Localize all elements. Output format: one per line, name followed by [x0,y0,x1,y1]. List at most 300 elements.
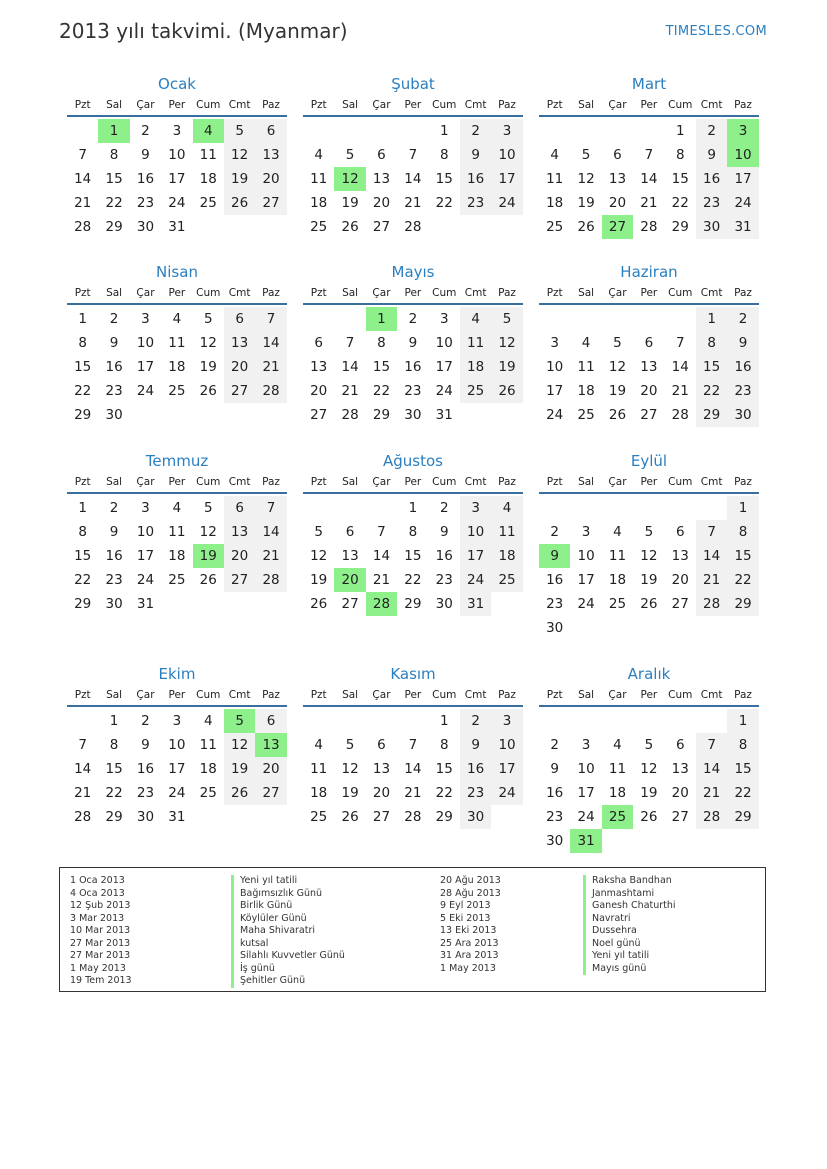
day-cell[interactable]: 9 [460,143,491,167]
day-cell[interactable]: 8 [109,737,119,753]
day-cell[interactable]: 19 [341,195,359,211]
day-cell[interactable]: 9 [727,331,758,355]
day-cell[interactable]: 23 [460,191,491,215]
day-cell[interactable]: 13 [255,143,286,167]
day-cell[interactable]: 1 [109,713,119,729]
day-cell[interactable]: 28 [640,219,658,235]
day-cell[interactable]: 15 [74,359,92,375]
day-cell[interactable]: 30 [435,596,453,612]
day-cell[interactable]: 15 [74,548,92,564]
day-cell[interactable]: 29 [727,805,758,829]
day-cell[interactable]: 3 [172,123,182,139]
day-cell[interactable]: 29 [404,596,422,612]
day-cell[interactable]: 7 [345,335,355,351]
day-cell[interactable]: 11 [608,548,627,564]
day-cell[interactable]: 15 [696,355,727,379]
day-cell[interactable]: 2 [696,119,727,143]
day-cell[interactable]: 27 [640,407,658,423]
day-cell[interactable]: 8 [408,524,418,540]
day-cell[interactable]: 7 [78,737,87,753]
day-cell[interactable]: 4 [314,147,323,163]
day-cell[interactable]: 1 [439,713,449,729]
day-cell[interactable]: 16 [404,359,422,375]
day-cell[interactable]: 11 [577,359,595,375]
day-cell[interactable]: 29 [696,403,727,427]
day-cell[interactable]: 7 [408,147,418,163]
day-cell[interactable]: 21 [640,195,658,211]
day-cell[interactable]: 20 [334,568,365,592]
day-cell[interactable]: 18 [577,383,595,399]
day-cell[interactable]: 25 [168,572,186,588]
day-cell[interactable]: 5 [345,147,355,163]
day-cell[interactable]: 3 [550,335,559,351]
day-cell[interactable]: 7 [696,733,727,757]
day-cell[interactable]: 27 [341,596,359,612]
day-cell[interactable]: 28 [404,809,422,825]
day-cell[interactable]: 18 [199,171,217,187]
day-cell[interactable]: 29 [74,407,92,423]
day-cell[interactable]: 28 [74,809,92,825]
day-cell[interactable]: 4 [491,496,522,520]
day-cell[interactable]: 27 [671,596,689,612]
day-cell[interactable]: 4 [193,119,224,143]
day-cell[interactable]: 10 [136,524,155,540]
day-cell[interactable]: 28 [255,568,286,592]
day-cell[interactable]: 1 [78,500,87,516]
day-cell[interactable]: 22 [696,379,727,403]
day-cell[interactable]: 30 [546,620,564,636]
day-cell[interactable]: 25 [577,407,595,423]
day-cell[interactable]: 26 [640,809,658,825]
day-cell[interactable]: 20 [671,785,689,801]
day-cell[interactable]: 31 [168,219,186,235]
day-cell[interactable]: 10 [491,143,522,167]
day-cell[interactable]: 17 [136,359,155,375]
day-cell[interactable]: 22 [372,383,391,399]
day-cell[interactable]: 7 [377,524,386,540]
day-cell[interactable]: 7 [255,307,286,331]
day-cell[interactable]: 11 [460,331,491,355]
day-cell[interactable]: 23 [105,383,123,399]
day-cell[interactable]: 24 [546,407,564,423]
day-cell[interactable]: 20 [310,383,328,399]
day-cell[interactable]: 15 [727,757,758,781]
day-cell[interactable]: 26 [310,596,328,612]
day-cell[interactable]: 22 [727,781,758,805]
day-cell[interactable]: 27 [602,215,633,239]
day-cell[interactable]: 31 [168,809,186,825]
day-cell[interactable]: 11 [310,761,328,777]
day-cell[interactable]: 25 [491,568,522,592]
day-cell[interactable]: 19 [224,757,255,781]
day-cell[interactable]: 15 [435,761,453,777]
day-cell[interactable]: 26 [199,572,217,588]
day-cell[interactable]: 9 [550,761,559,777]
day-cell[interactable]: 29 [74,596,92,612]
day-cell[interactable]: 27 [372,219,391,235]
day-cell[interactable]: 17 [168,171,186,187]
day-cell[interactable]: 18 [310,195,328,211]
day-cell[interactable]: 28 [404,219,422,235]
day-cell[interactable]: 29 [671,219,689,235]
day-cell[interactable]: 4 [550,147,559,163]
day-cell[interactable]: 27 [310,407,328,423]
day-cell[interactable]: 24 [577,809,595,825]
day-cell[interactable]: 31 [727,215,758,239]
day-cell[interactable]: 8 [439,737,449,753]
day-cell[interactable]: 2 [550,524,559,540]
day-cell[interactable]: 5 [203,500,213,516]
day-cell[interactable]: 3 [581,524,591,540]
day-cell[interactable]: 21 [696,568,727,592]
day-cell[interactable]: 12 [199,524,217,540]
day-cell[interactable]: 7 [255,496,286,520]
day-cell[interactable]: 19 [608,383,627,399]
day-cell[interactable]: 15 [727,544,758,568]
day-cell[interactable]: 13 [372,761,391,777]
day-cell[interactable]: 30 [136,219,155,235]
day-cell[interactable]: 16 [105,359,123,375]
day-cell[interactable]: 2 [460,119,491,143]
day-cell[interactable]: 26 [199,383,217,399]
day-cell[interactable]: 3 [460,496,491,520]
day-cell[interactable]: 28 [74,219,92,235]
day-cell[interactable]: 8 [727,520,758,544]
day-cell[interactable]: 24 [491,191,522,215]
day-cell[interactable]: 9 [696,143,727,167]
day-cell[interactable]: 31 [136,596,155,612]
day-cell[interactable]: 20 [372,195,391,211]
day-cell[interactable]: 24 [491,781,522,805]
day-cell[interactable]: 24 [136,572,155,588]
day-cell[interactable]: 27 [671,809,689,825]
day-cell[interactable]: 24 [727,191,758,215]
day-cell[interactable]: 14 [640,171,658,187]
day-cell[interactable]: 11 [168,335,186,351]
day-cell[interactable]: 10 [460,520,491,544]
day-cell[interactable]: 20 [640,383,658,399]
day-cell[interactable]: 20 [671,572,689,588]
day-cell[interactable]: 3 [141,311,150,327]
day-cell[interactable]: 6 [377,147,386,163]
day-cell[interactable]: 23 [546,809,564,825]
day-cell[interactable]: 4 [203,713,213,729]
day-cell[interactable]: 22 [404,572,422,588]
day-cell[interactable]: 22 [74,383,92,399]
day-cell[interactable]: 13 [671,548,689,564]
day-cell[interactable]: 1 [727,496,758,520]
day-cell[interactable]: 20 [224,544,255,568]
day-cell[interactable]: 8 [109,147,119,163]
day-cell[interactable]: 6 [255,709,286,733]
day-cell[interactable]: 13 [341,548,359,564]
day-cell[interactable]: 17 [168,761,186,777]
day-cell[interactable]: 14 [372,548,391,564]
day-cell[interactable]: 6 [255,119,286,143]
day-cell[interactable]: 12 [199,335,217,351]
day-cell[interactable]: 4 [581,335,591,351]
day-cell[interactable]: 20 [255,757,286,781]
day-cell[interactable]: 5 [314,524,323,540]
day-cell[interactable]: 3 [491,119,522,143]
day-cell[interactable]: 7 [696,520,727,544]
day-cell[interactable]: 26 [224,781,255,805]
day-cell[interactable]: 6 [377,737,386,753]
day-cell[interactable]: 19 [577,195,595,211]
day-cell[interactable]: 14 [696,544,727,568]
day-cell[interactable]: 5 [224,119,255,143]
day-cell[interactable]: 17 [491,757,522,781]
day-cell[interactable]: 19 [310,572,328,588]
day-cell[interactable]: 3 [141,500,150,516]
day-cell[interactable]: 18 [310,785,328,801]
day-cell[interactable]: 29 [105,809,123,825]
day-cell[interactable]: 22 [105,195,123,211]
day-cell[interactable]: 27 [224,568,255,592]
day-cell[interactable]: 8 [727,733,758,757]
day-cell[interactable]: 11 [310,171,328,187]
day-cell[interactable]: 20 [224,355,255,379]
day-cell[interactable]: 28 [366,592,397,616]
day-cell[interactable]: 26 [341,809,359,825]
day-cell[interactable]: 30 [404,407,422,423]
day-cell[interactable]: 2 [460,709,491,733]
day-cell[interactable]: 13 [372,171,391,187]
day-cell[interactable]: 15 [105,171,123,187]
day-cell[interactable]: 26 [608,407,627,423]
day-cell[interactable]: 23 [136,785,155,801]
day-cell[interactable]: 18 [168,359,186,375]
day-cell[interactable]: 10 [168,147,186,163]
day-cell[interactable]: 9 [408,335,418,351]
day-cell[interactable]: 8 [78,335,87,351]
day-cell[interactable]: 21 [696,781,727,805]
day-cell[interactable]: 13 [671,761,689,777]
day-cell[interactable]: 10 [136,335,155,351]
day-cell[interactable]: 23 [460,781,491,805]
day-cell[interactable]: 2 [141,713,150,729]
day-cell[interactable]: 10 [577,548,595,564]
day-cell[interactable]: 27 [255,781,286,805]
day-cell[interactable]: 16 [546,572,564,588]
day-cell[interactable]: 30 [696,215,727,239]
day-cell[interactable]: 26 [640,596,658,612]
day-cell[interactable]: 30 [546,833,564,849]
day-cell[interactable]: 17 [460,544,491,568]
day-cell[interactable]: 7 [408,737,418,753]
day-cell[interactable]: 27 [224,379,255,403]
day-cell[interactable]: 16 [105,548,123,564]
day-cell[interactable]: 2 [439,500,449,516]
day-cell[interactable]: 14 [255,331,286,355]
day-cell[interactable]: 5 [491,307,522,331]
day-cell[interactable]: 25 [199,785,217,801]
day-cell[interactable]: 9 [539,544,570,568]
day-cell[interactable]: 21 [255,544,286,568]
day-cell[interactable]: 17 [577,572,595,588]
day-cell[interactable]: 5 [345,737,355,753]
day-cell[interactable]: 22 [671,195,689,211]
day-cell[interactable]: 30 [105,407,123,423]
day-cell[interactable]: 12 [310,548,328,564]
day-cell[interactable]: 12 [640,761,658,777]
day-cell[interactable]: 15 [404,548,422,564]
day-cell[interactable]: 13 [608,171,627,187]
day-cell[interactable]: 19 [224,167,255,191]
day-cell[interactable]: 14 [341,359,359,375]
day-cell[interactable]: 24 [168,195,186,211]
day-cell[interactable]: 26 [224,191,255,215]
day-cell[interactable]: 8 [696,331,727,355]
day-cell[interactable]: 31 [460,592,491,616]
day-cell[interactable]: 18 [546,195,564,211]
day-cell[interactable]: 23 [136,195,155,211]
day-cell[interactable]: 5 [203,311,213,327]
day-cell[interactable]: 28 [255,379,286,403]
day-cell[interactable]: 11 [199,737,217,753]
day-cell[interactable]: 29 [727,592,758,616]
day-cell[interactable]: 25 [168,383,186,399]
day-cell[interactable]: 14 [696,757,727,781]
day-cell[interactable]: 1 [696,307,727,331]
day-cell[interactable]: 21 [74,785,92,801]
day-cell[interactable]: 10 [168,737,186,753]
day-cell[interactable]: 10 [727,143,758,167]
day-cell[interactable]: 25 [602,805,633,829]
day-cell[interactable]: 1 [366,307,397,331]
day-cell[interactable]: 17 [136,548,155,564]
day-cell[interactable]: 30 [136,809,155,825]
day-cell[interactable]: 28 [696,592,727,616]
day-cell[interactable]: 28 [671,407,689,423]
day-cell[interactable]: 25 [310,219,328,235]
day-cell[interactable]: 1 [727,709,758,733]
day-cell[interactable]: 16 [136,171,155,187]
day-cell[interactable]: 23 [546,596,564,612]
day-cell[interactable]: 31 [570,829,601,853]
day-cell[interactable]: 1 [78,311,87,327]
day-cell[interactable]: 21 [404,785,422,801]
day-cell[interactable]: 14 [74,171,92,187]
day-cell[interactable]: 19 [640,785,658,801]
day-cell[interactable]: 5 [581,147,591,163]
day-cell[interactable]: 18 [608,785,627,801]
day-cell[interactable]: 11 [608,761,627,777]
day-cell[interactable]: 26 [341,219,359,235]
day-cell[interactable]: 22 [74,572,92,588]
day-cell[interactable]: 3 [581,737,591,753]
day-cell[interactable]: 14 [404,761,422,777]
day-cell[interactable]: 3 [172,713,182,729]
day-cell[interactable]: 2 [408,311,418,327]
day-cell[interactable]: 6 [675,737,685,753]
day-cell[interactable]: 4 [314,737,323,753]
day-cell[interactable]: 15 [105,761,123,777]
day-cell[interactable]: 19 [341,785,359,801]
day-cell[interactable]: 8 [439,147,449,163]
day-cell[interactable]: 5 [613,335,622,351]
day-cell[interactable]: 17 [577,785,595,801]
day-cell[interactable]: 14 [671,359,689,375]
day-cell[interactable]: 13 [310,359,328,375]
day-cell[interactable]: 28 [696,805,727,829]
day-cell[interactable]: 4 [613,737,622,753]
day-cell[interactable]: 15 [372,359,391,375]
day-cell[interactable]: 13 [224,520,255,544]
day-cell[interactable]: 22 [105,785,123,801]
day-cell[interactable]: 11 [546,171,564,187]
day-cell[interactable]: 23 [727,379,758,403]
day-cell[interactable]: 18 [168,548,186,564]
day-cell[interactable]: 25 [199,195,217,211]
day-cell[interactable]: 7 [78,147,87,163]
day-cell[interactable]: 29 [372,407,391,423]
day-cell[interactable]: 19 [491,355,522,379]
day-cell[interactable]: 30 [105,596,123,612]
day-cell[interactable]: 27 [255,191,286,215]
day-cell[interactable]: 7 [644,147,654,163]
day-cell[interactable]: 21 [341,383,359,399]
day-cell[interactable]: 21 [404,195,422,211]
day-cell[interactable]: 14 [404,171,422,187]
day-cell[interactable]: 12 [334,167,365,191]
day-cell[interactable]: 16 [727,355,758,379]
day-cell[interactable]: 9 [109,524,119,540]
day-cell[interactable]: 24 [435,383,453,399]
day-cell[interactable]: 10 [546,359,564,375]
day-cell[interactable]: 30 [727,403,758,427]
day-cell[interactable]: 23 [696,191,727,215]
day-cell[interactable]: 27 [372,809,391,825]
day-cell[interactable]: 4 [460,307,491,331]
day-cell[interactable]: 10 [491,733,522,757]
day-cell[interactable]: 11 [491,520,522,544]
day-cell[interactable]: 2 [141,123,150,139]
day-cell[interactable]: 5 [224,709,255,733]
day-cell[interactable]: 22 [727,568,758,592]
day-cell[interactable]: 30 [460,805,491,829]
day-cell[interactable]: 23 [435,572,453,588]
day-cell[interactable]: 12 [491,331,522,355]
day-cell[interactable]: 6 [613,147,622,163]
day-cell[interactable]: 29 [435,809,453,825]
day-cell[interactable]: 26 [577,219,595,235]
day-cell[interactable]: 2 [109,500,119,516]
day-cell[interactable]: 18 [491,544,522,568]
day-cell[interactable]: 10 [577,761,595,777]
day-cell[interactable]: 26 [491,379,522,403]
day-cell[interactable]: 6 [675,524,685,540]
day-cell[interactable]: 25 [310,809,328,825]
day-cell[interactable]: 4 [613,524,622,540]
day-cell[interactable]: 17 [491,167,522,191]
day-cell[interactable]: 17 [727,167,758,191]
day-cell[interactable]: 19 [193,544,224,568]
day-cell[interactable]: 6 [314,335,323,351]
day-cell[interactable]: 8 [377,335,386,351]
day-cell[interactable]: 16 [696,167,727,191]
day-cell[interactable]: 8 [675,147,685,163]
day-cell[interactable]: 18 [460,355,491,379]
day-cell[interactable]: 9 [109,335,119,351]
day-cell[interactable]: 2 [727,307,758,331]
day-cell[interactable]: 5 [644,524,654,540]
day-cell[interactable]: 1 [439,123,449,139]
day-cell[interactable]: 20 [372,785,391,801]
day-cell[interactable]: 21 [372,572,391,588]
day-cell[interactable]: 20 [255,167,286,191]
day-cell[interactable]: 6 [224,496,255,520]
